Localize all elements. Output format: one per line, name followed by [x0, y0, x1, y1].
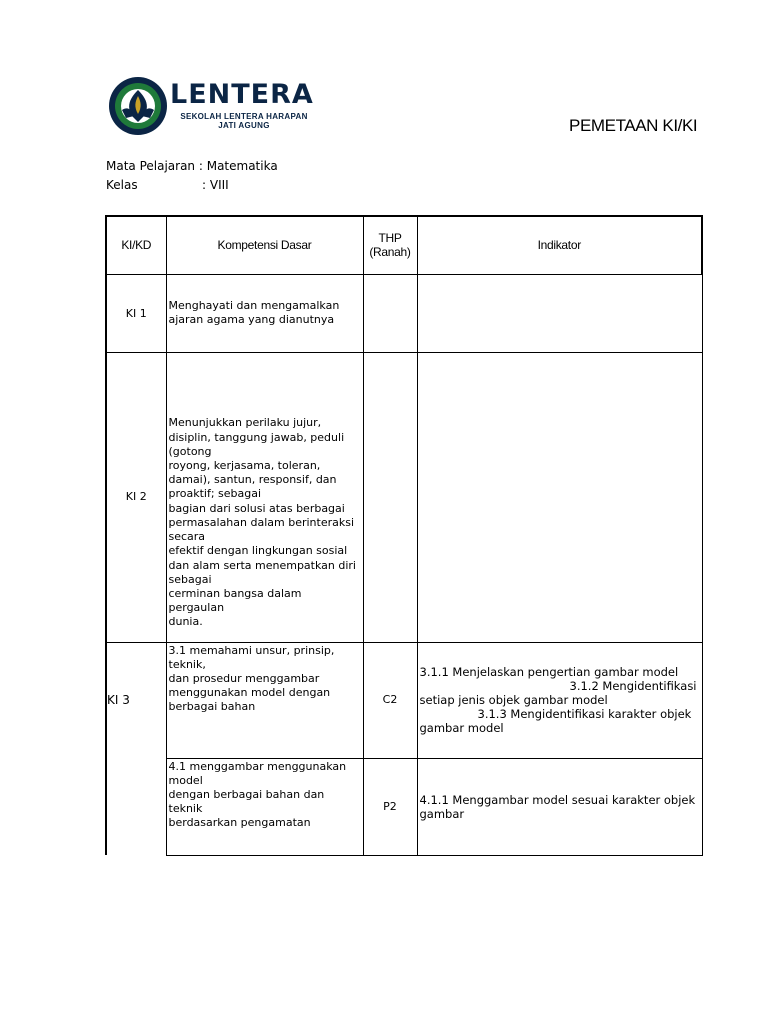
row-ki1-indikator	[417, 274, 702, 352]
logo-location: JATI AGUNG	[218, 121, 270, 130]
row-ki2-kikd: KI 2	[106, 352, 166, 642]
indikator-line: 3.1.1 Menjelaskan pengertian gambar model	[419, 665, 679, 679]
table-header-row	[106, 216, 702, 274]
indikator-line: gambar model	[419, 721, 504, 735]
row-ki1-kd: Menghayati dan mengamalkan ajaran agama yang dianutnya	[166, 274, 363, 352]
table-row	[106, 642, 702, 758]
indikator-line: 3.1.2 Mengidentifikasi	[569, 679, 697, 693]
class-label: Kelas	[106, 178, 138, 192]
row-ki3-indikator	[417, 642, 702, 758]
class-value: : VIII	[202, 178, 229, 192]
table-row	[106, 758, 702, 855]
header-kompetensi-dasar: Kompetensi Dasar	[166, 216, 363, 274]
ki-kd-mapping-table	[105, 215, 703, 856]
header-thp-text: THP (Ranah)	[369, 231, 411, 260]
header-kikd: KI/KD	[106, 216, 166, 274]
page-title: PEMETAAN KI/KI	[569, 116, 698, 135]
row-ki4-thp: P2	[363, 758, 417, 855]
row-ki1-thp	[363, 274, 417, 352]
table-row	[106, 274, 702, 352]
indikator-line: 3.1.3 Mengidentifikasi karakter objek	[477, 707, 692, 721]
row-ki3-thp: C2	[363, 642, 417, 758]
school-logo	[108, 76, 318, 138]
subject-label: Mata Pelajaran : Matematika	[106, 159, 278, 173]
row-ki2-thp	[363, 352, 417, 642]
indikator-line: setiap jenis objek gambar model	[419, 693, 608, 707]
lantern-emblem-icon	[108, 76, 168, 136]
row-ki3-kd: 3.1 memahami unsur, prinsip, teknik, dan prosedur menggambar menggunakan model dengan berbagai bahan	[166, 642, 363, 758]
header-indikator: Indikator	[417, 216, 702, 274]
header-thp	[363, 216, 417, 274]
row-ki4-indikator: 4.1.1 Menggambar model sesuai karakter objek gambar	[417, 758, 702, 855]
row-ki4-kd: 4.1 menggambar menggunakan model dengan berbagai bahan dan teknik berdasarkan pengamatan	[166, 758, 363, 855]
row-ki3-kikd: KI 3	[106, 642, 166, 855]
logo-school-name: SEKOLAH LENTERA HARAPAN	[180, 112, 308, 121]
table-row	[106, 352, 702, 642]
row-ki1-kikd: KI 1	[106, 274, 166, 352]
logo-name: LENTERA	[170, 79, 314, 110]
row-ki2-kd: Menunjukkan perilaku jujur, disiplin, tanggung jawab, peduli (gotong royong, kerjasama, toleran, damai), santun, responsif, dan proaktif; sebagai bagian dari solusi atas berbagai permasalahan dalam berinteraksi secara efektif dengan lingkungan sosial dan alam serta menempatkan diri sebagai cerminan bangsa dalam pergaulan dunia.	[166, 352, 363, 642]
row-ki2-indikator	[417, 352, 702, 642]
